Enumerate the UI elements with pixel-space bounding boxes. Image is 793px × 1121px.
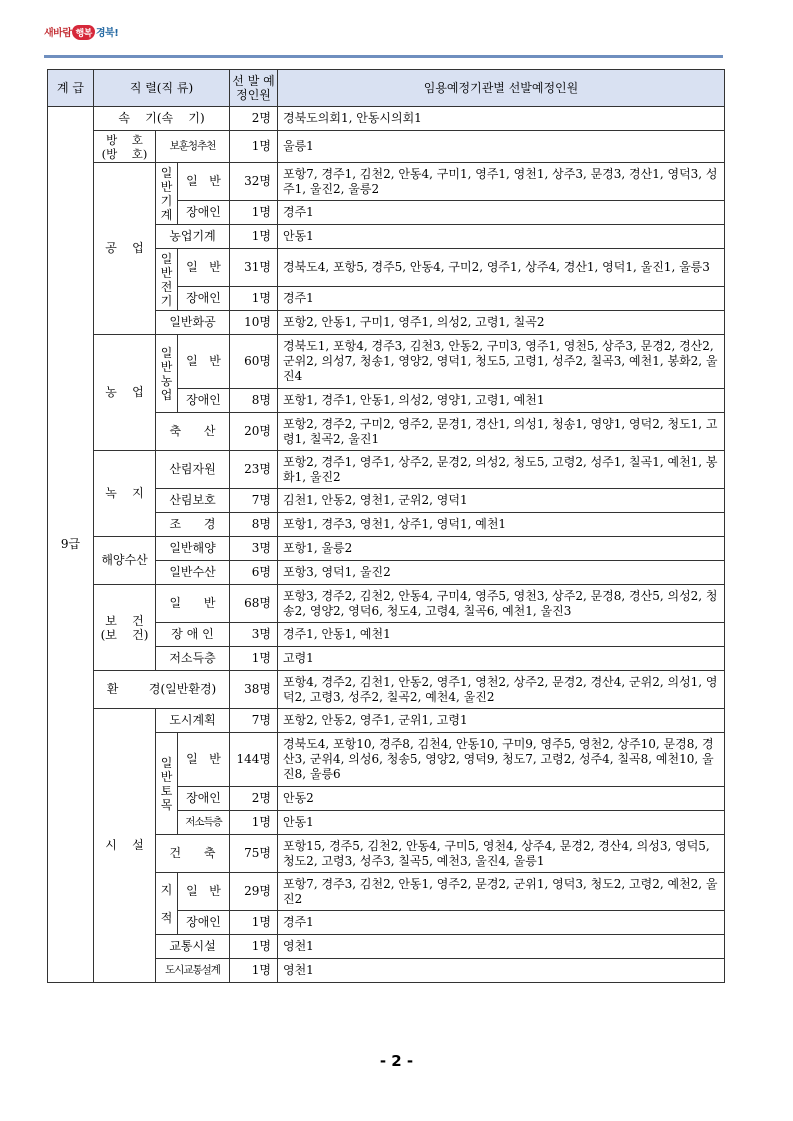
count-cell: 7명: [230, 489, 278, 513]
subposition-cell: 장애인: [178, 787, 230, 811]
count-cell: 1명: [230, 287, 278, 311]
detail-cell: 포항3, 경주2, 김천2, 안동4, 구미4, 영주5, 영천3, 상주2, 문경8, 경산5, 의성2, 청송2, 영양2, 영덕6, 청도4, 고령4, 칠곡6, 예천1, 울진3: [278, 585, 725, 623]
subposition-cell: 장 애 인: [156, 623, 230, 647]
count-cell: 8명: [230, 513, 278, 537]
table-row: [48, 335, 725, 389]
subposition-cell: 일반화공: [156, 311, 230, 335]
recruitment-table: [47, 69, 725, 983]
position-cell: 녹 지: [94, 451, 156, 537]
detail-cell: 경북도4, 포항5, 경주5, 안동4, 구미2, 영주1, 상주4, 경산1, 영덕1, 울진1, 울릉3: [278, 249, 725, 287]
subgroup-cell: 일 반 토 목: [156, 733, 178, 835]
logo-text: [44, 24, 118, 40]
subgroup-cell: 지 적: [156, 873, 178, 935]
table-row: [48, 107, 725, 131]
detail-cell: 영천1: [278, 959, 725, 983]
detail-cell: 포항3, 영덕1, 울진2: [278, 561, 725, 585]
count-cell: 75명: [230, 835, 278, 873]
count-cell: 1명: [230, 131, 278, 163]
subposition-cell: 일 반: [178, 733, 230, 787]
subposition-cell: 저소득층: [178, 811, 230, 835]
table-row: [48, 709, 725, 733]
count-cell: 29명: [230, 873, 278, 911]
count-cell: 10명: [230, 311, 278, 335]
logo-part2: 행복: [75, 29, 92, 39]
header-grade: 계 급: [48, 70, 94, 107]
detail-cell: 고령1: [278, 647, 725, 671]
count-cell: 1명: [230, 225, 278, 249]
detail-cell: 포항1, 경주1, 안동1, 의성2, 영양1, 고령1, 예천1: [278, 389, 725, 413]
subposition-cell: 장애인: [178, 911, 230, 935]
count-cell: 3명: [230, 623, 278, 647]
subposition-cell: 조 경: [156, 513, 230, 537]
table-row: [48, 451, 725, 489]
subposition-cell: 축 산: [156, 413, 230, 451]
detail-cell: 안동2: [278, 787, 725, 811]
detail-cell: 경주1, 안동1, 예천1: [278, 623, 725, 647]
count-cell: 1명: [230, 201, 278, 225]
detail-cell: 포항1, 울릉2: [278, 537, 725, 561]
count-cell: 23명: [230, 451, 278, 489]
detail-cell: 안동1: [278, 225, 725, 249]
logo-part3: 경북!: [95, 28, 119, 39]
header-position: 직 렬(직 류): [94, 70, 230, 107]
detail-cell: 경주1: [278, 201, 725, 225]
subposition-cell: 일 반: [178, 163, 230, 201]
subposition-cell: 일 반: [178, 249, 230, 287]
count-cell: 1명: [230, 911, 278, 935]
detail-cell: 포항2, 경주1, 영주1, 상주2, 문경2, 의성2, 청도5, 고령2, 성주1, 칠곡1, 예천1, 봉화1, 울진2: [278, 451, 725, 489]
detail-cell: 포항2, 안동2, 영주1, 군위1, 고령1: [278, 709, 725, 733]
detail-cell: 김천1, 안동2, 영천1, 군위2, 영덕1: [278, 489, 725, 513]
position-cell: 공 업: [94, 163, 156, 335]
position-cell: 속 기(속 기): [94, 107, 230, 131]
count-cell: 8명: [230, 389, 278, 413]
position-cell: 시 설: [94, 709, 156, 983]
table-row: [48, 131, 725, 163]
subposition-cell: 일 반: [178, 335, 230, 389]
detail-cell: 영천1: [278, 935, 725, 959]
count-cell: 3명: [230, 537, 278, 561]
count-cell: 7명: [230, 709, 278, 733]
count-cell: 6명: [230, 561, 278, 585]
detail-cell: 경주1: [278, 287, 725, 311]
count-cell: 38명: [230, 671, 278, 709]
detail-cell: 안동1: [278, 811, 725, 835]
position-cell: 방 호 (방 호): [94, 131, 156, 163]
header-count: 선 발 예정인원: [230, 70, 278, 107]
detail-cell: 포항15, 경주5, 김천2, 안동4, 구미5, 영천4, 상주4, 문경2, 경산4, 의성3, 영덕5, 청도2, 고령3, 성주3, 칠곡5, 예천3, 울진4, 울릉1: [278, 835, 725, 873]
subposition-cell: 건 축: [156, 835, 230, 873]
count-cell: 20명: [230, 413, 278, 451]
grade-cell: 9급: [48, 107, 94, 983]
subposition-cell: 일반해양: [156, 537, 230, 561]
count-cell: 2명: [230, 107, 278, 131]
subposition-cell: 일 반: [178, 873, 230, 911]
page-number: - 2 -: [379, 1052, 414, 1070]
subgroup-cell: 일 반 기 계: [156, 163, 178, 225]
header-rule: [44, 55, 723, 58]
count-cell: 1명: [230, 935, 278, 959]
header-detail: 임용예정기관별 선발예정인원: [278, 70, 725, 107]
heart-icon: [72, 25, 94, 40]
count-cell: 32명: [230, 163, 278, 201]
subposition-cell: 일반수산: [156, 561, 230, 585]
table-header-row: [48, 70, 725, 107]
subposition-cell: 장애인: [178, 287, 230, 311]
count-cell: 2명: [230, 787, 278, 811]
table-row: [48, 585, 725, 623]
detail-cell: 경주1: [278, 911, 725, 935]
logo-part1: 새바람: [44, 28, 72, 39]
count-cell: 1명: [230, 959, 278, 983]
subposition-cell: 장애인: [178, 201, 230, 225]
count-cell: 1명: [230, 811, 278, 835]
count-cell: 144명: [230, 733, 278, 787]
detail-cell: 포항2, 경주2, 구미2, 영주2, 문경1, 경산1, 의성1, 청송1, 영양1, 영덕2, 청도1, 고령1, 칠곡2, 울진1: [278, 413, 725, 451]
subposition-cell: 도시계획: [156, 709, 230, 733]
subposition-cell: 일 반: [156, 585, 230, 623]
detail-cell: 경북도1, 포항4, 경주3, 김천3, 안동2, 구미3, 영주1, 영천5, 상주3, 문경2, 경산2, 군위2, 의성7, 청송1, 영양2, 영덕1, 청도5, 고령1, 성주2, 칠곡3, 예천1, 봉화2, 울진4: [278, 335, 725, 389]
count-cell: 1명: [230, 647, 278, 671]
detail-cell: 포항7, 경주3, 김천2, 안동1, 영주2, 문경2, 군위1, 영덕3, 청도2, 고령2, 예천2, 울진2: [278, 873, 725, 911]
count-cell: 60명: [230, 335, 278, 389]
detail-cell: 경북도4, 포항10, 경주8, 김천4, 안동10, 구미9, 영주5, 영천2, 상주10, 문경8, 경산3, 군위4, 의성6, 청송5, 영양2, 영덕9, 청도7, 고령2, 성주4, 칠곡8, 예천10, 울진8, 울릉6: [278, 733, 725, 787]
position-cell: 보 건 (보 건): [94, 585, 156, 671]
table-row: [48, 671, 725, 709]
subposition-cell: 산림자원: [156, 451, 230, 489]
subposition-cell: 장애인: [178, 389, 230, 413]
subgroup-cell: 일 반 농 업: [156, 335, 178, 413]
subposition-cell: 산림보호: [156, 489, 230, 513]
count-cell: 31명: [230, 249, 278, 287]
detail-cell: 포항7, 경주1, 김천2, 안동4, 구미1, 영주1, 영천1, 상주3, 문경3, 경산1, 영덕3, 성주1, 울진2, 울릉2: [278, 163, 725, 201]
count-cell: 68명: [230, 585, 278, 623]
subposition-cell: 농업기계: [156, 225, 230, 249]
subposition-cell: 도시교통설계: [156, 959, 230, 983]
subposition-cell: 저소득층: [156, 647, 230, 671]
detail-cell: 포항2, 안동1, 구미1, 영주1, 의성2, 고령1, 칠곡2: [278, 311, 725, 335]
subposition-cell: 교통시설: [156, 935, 230, 959]
table-row: [48, 163, 725, 201]
subgroup-cell: 일 반 전 기: [156, 249, 178, 311]
detail-cell: 경북도의회1, 안동시의회1: [278, 107, 725, 131]
position-cell: 환 경(일반환경): [94, 671, 230, 709]
detail-cell: 울릉1: [278, 131, 725, 163]
subposition-cell: 보훈청추천: [156, 131, 230, 163]
detail-cell: 포항4, 경주2, 김천1, 안동2, 영주1, 영천2, 상주2, 문경2, 경산4, 군위2, 의성1, 영덕2, 고령3, 성주2, 칠곡2, 예천4, 울진2: [278, 671, 725, 709]
table-row: [48, 537, 725, 561]
position-cell: 농 업: [94, 335, 156, 451]
logo: [44, 24, 118, 50]
position-cell: 해양수산: [94, 537, 156, 585]
detail-cell: 포항1, 경주3, 영천1, 상주1, 영덕1, 예천1: [278, 513, 725, 537]
